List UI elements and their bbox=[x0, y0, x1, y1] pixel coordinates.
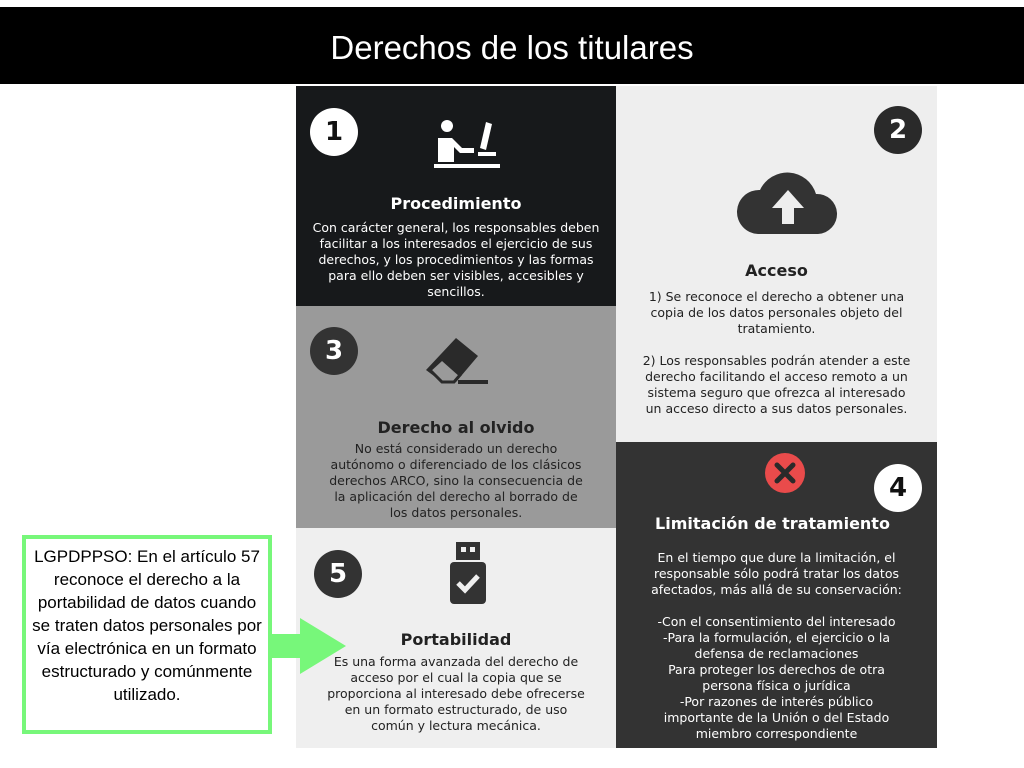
x-icon bbox=[764, 452, 806, 494]
panel-title: Derecho al olvido bbox=[377, 418, 535, 437]
number-badge-3: 3 bbox=[310, 327, 358, 375]
user-computer-icon bbox=[434, 116, 502, 172]
cloud-upload-icon bbox=[734, 168, 842, 236]
number-badge-4: 4 bbox=[874, 464, 922, 512]
callout-text: LGPDPPSO: En el artículo 57 reconoce el derecho a la portabilidad de datos cuando se traten datos personales por vía electrónica en un formato estructurado y comúnmente utilizado. bbox=[32, 547, 262, 704]
panel-body: Con carácter general, los responsables deben facilitar a los interesados el ejercicio de sus derechos, y los procedimientos y las formas para ello deben ser visibles, accesibles y sencillos. bbox=[312, 220, 600, 299]
panel-title: Limitación de tratamiento bbox=[655, 514, 890, 533]
eraser-icon bbox=[424, 332, 490, 388]
number-badge-2: 2 bbox=[874, 106, 922, 154]
panel-title: Procedimiento bbox=[390, 194, 522, 213]
panel-title: Portabilidad bbox=[400, 630, 512, 649]
number-badge-1: 1 bbox=[310, 108, 358, 156]
panel-body: 1) Se reconoce el derecho a obtener una copia de los datos personales objeto del tratamiento. 2) Los responsables podrán atender a este derecho facilitando el acceso remoto a un sistema seguro que ofrezca al interesado un acceso directo a sus datos personales. bbox=[642, 289, 911, 416]
number-badge-5: 5 bbox=[314, 550, 362, 598]
panel-derecho-al-olvido bbox=[296, 306, 616, 528]
panel-title: Acceso bbox=[745, 261, 808, 280]
panel-body: No está considerado un derecho autónomo o diferenciado de los clásicos derechos ARCO, sino la consecuencia de la aplicación del derecho al borrado de los datos personales. bbox=[329, 441, 583, 520]
panel-limitacion-de-tratamiento bbox=[616, 442, 937, 748]
panel-procedimiento bbox=[296, 86, 616, 306]
panel-body: Es una forma avanzada del derecho de acceso por el cual la copia que se proporciona al interesado debe ofrecerse en un formato estructurado, de uso común y lectura mecánica. bbox=[327, 654, 585, 733]
title-bar bbox=[0, 7, 1024, 84]
arrow-right-icon bbox=[270, 618, 348, 674]
callout-box bbox=[22, 535, 272, 734]
slide-title: Derechos de los titulares bbox=[330, 29, 694, 66]
usb-check-icon bbox=[446, 542, 490, 606]
panel-acceso bbox=[616, 86, 937, 442]
panel-body: En el tiempo que dure la limitación, el responsable sólo podrá tratar los datos afectados, más allá de su conservación: -Con el consentimiento del interesado -Para la formulación, el ejercicio o la defensa de reclamaciones Para proteger los derechos de otra persona física o jurídica -Por razones de interés público importante de la Unión o del Estado miembro correspondiente bbox=[651, 550, 902, 741]
